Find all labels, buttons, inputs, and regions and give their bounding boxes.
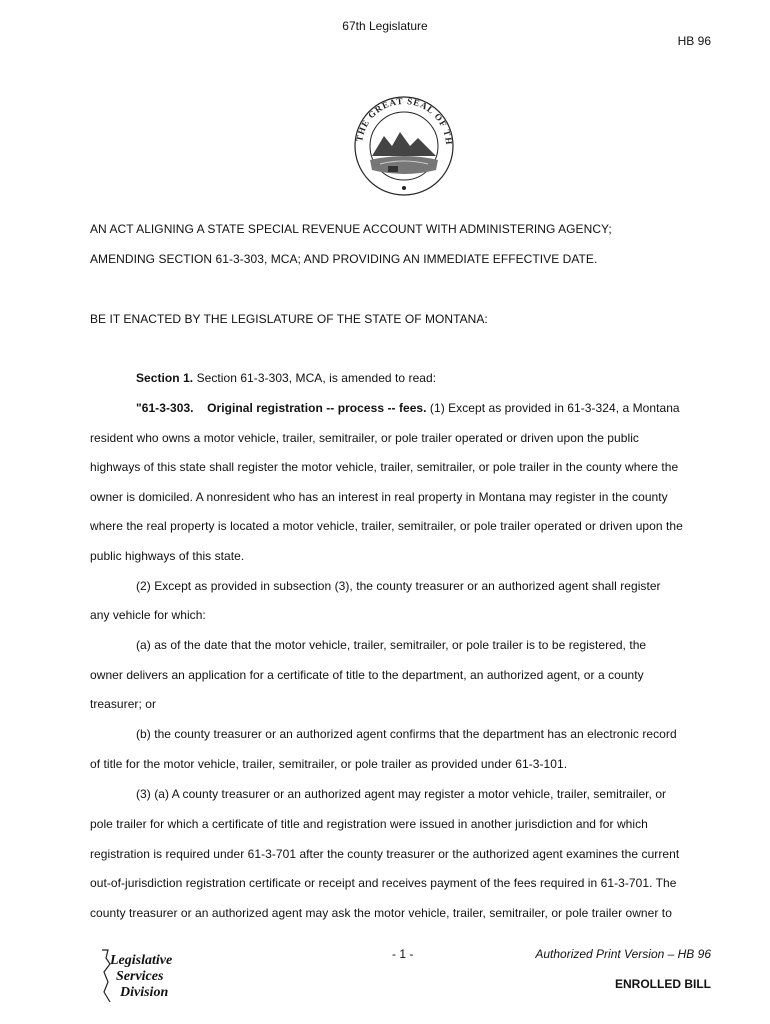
section-label: Section 1. [136, 371, 194, 385]
section-heading-line [136, 401, 756, 415]
section-number: "61-3-303. [136, 401, 194, 415]
body-line: where the real property is located a motor vehicle, trailer, semitrailer, or pole trailer operated or driven upon the [90, 519, 683, 533]
body-line: resident who owns a motor vehicle, trailer, semitrailer, or pole trailer operated or driven upon the public [90, 431, 639, 445]
body-line: any vehicle for which: [90, 608, 206, 622]
body-line: out-of-jurisdiction registration certificate or receipt and receives payment of the fees required in 61-3-701. The [90, 876, 677, 890]
body-line: (2) Except as provided in subsection (3), the county treasurer or an authorized agent shall register [136, 579, 661, 593]
body-line: (a) as of the date that the motor vehicle, trailer, semitrailer, or pole trailer is to be registered, the [136, 638, 647, 652]
body-line: treasurer; or [90, 697, 157, 711]
seal-text: THE GREAT SEAL OF TH [354, 96, 455, 146]
section-intro-text: Section 61-3-303, MCA, is amended to read: [193, 371, 437, 385]
enacting-clause: BE IT ENACTED BY THE LEGISLATURE OF THE STATE OF MONTANA: [90, 312, 488, 326]
print-version: Authorized Print Version – HB 96 [535, 947, 711, 961]
body-line: public highways of this state. [90, 549, 245, 563]
body-line: county treasurer or an authorized agent may ask the motor vehicle, trailer, semitrailer, or pole trailer owner to [90, 906, 672, 920]
body-line: (b) the county treasurer or an authorized agent confirms that the department has an electronic record [136, 727, 677, 741]
body-line: highways of this state shall register the motor vehicle, trailer, semitrailer, or pole trailer in the county where the [90, 460, 679, 474]
section-heading-title: Original registration -- process -- fees. [207, 401, 427, 415]
logo-word-1: Legislative [110, 953, 173, 968]
legislative-services-division-logo [98, 948, 188, 1004]
bill-id: HB 96 [677, 34, 711, 48]
body-line: owner delivers an application for a certificate of title to the department, an authorized agent, or a county [90, 668, 644, 682]
logo-word-3: Division [120, 985, 169, 1000]
act-title-line-1: AN ACT ALIGNING A STATE SPECIAL REVENUE ACCOUNT WITH ADMINISTERING AGENCY; [90, 222, 612, 236]
act-title-line-2: AMENDING SECTION 61-3-303, MCA; AND PROVIDING AN IMMEDIATE EFFECTIVE DATE. [90, 252, 598, 266]
body-line: (3) (a) A county treasurer or an authorized agent may register a motor vehicle, trailer, semitrailer, or [136, 787, 667, 801]
body-line: owner is domiciled. A nonresident who has an interest in real property in Montana may register in the county [90, 490, 668, 504]
legislature-header: 67th Legislature [342, 19, 428, 33]
state-seal-image [340, 96, 468, 196]
body-line: pole trailer for which a certificate of title and registration were issued in another jurisdiction and for which [90, 817, 648, 831]
body-line: registration is required under 61-3-701 after the county treasurer or the authorized agent examines the current [90, 847, 680, 861]
enrolled-bill-label: ENROLLED BILL [615, 977, 711, 991]
logo-word-2: Services [116, 969, 164, 984]
section-text: (1) Except as provided in 61-3-324, a Montana [426, 401, 680, 415]
body-line: of title for the motor vehicle, trailer, semitrailer, or pole trailer as provided under 61-3-101. [90, 757, 568, 771]
section-1-intro [136, 371, 756, 385]
page-number: - 1 - [392, 947, 414, 961]
